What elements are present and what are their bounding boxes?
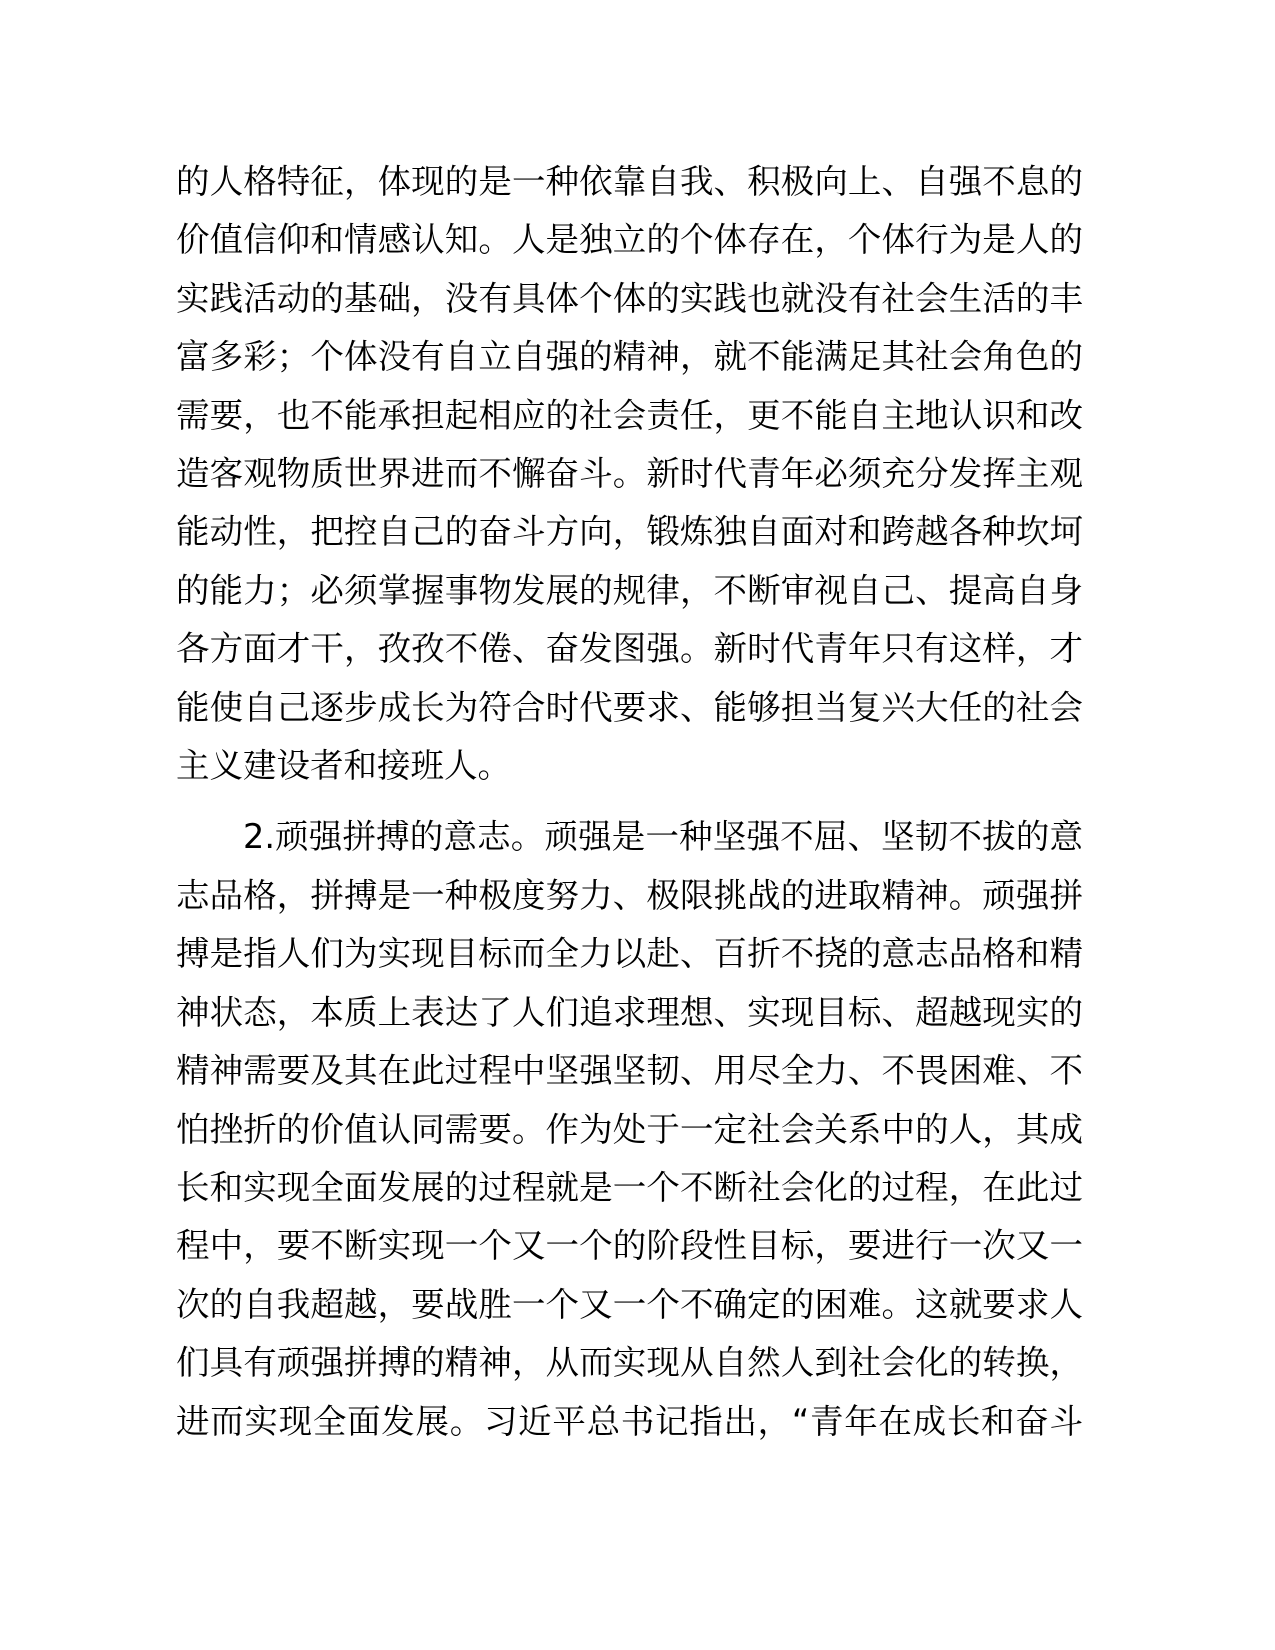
text-line: 能动性，把控自己的奋斗方向，锻炼独自面对和跨越各种坎坷 xyxy=(176,512,1083,552)
text-line: 志品格，拼搏是一种极度努力、极限挑战的进取精神。顽强拼 xyxy=(176,875,1083,915)
text-line: 需要，也不能承担起相应的社会责任，更不能自主地认识和改 xyxy=(176,395,1083,435)
paragraph-2 xyxy=(176,808,1083,1450)
text-line: 们具有顽强拼搏的精神，从而实现从自然人到社会化的转换， xyxy=(176,1343,1083,1383)
text-line: 怕挫折的价值认同需要。作为处于一定社会关系中的人，其成 xyxy=(176,1109,1083,1149)
text-line: 搏是指人们为实现目标而全力以赴、百折不挠的意志品格和精 xyxy=(176,934,1083,974)
text-line: 长和实现全面发展的过程就是一个不断社会化的过程，在此过 xyxy=(176,1167,1083,1207)
text-line: 2.顽强拼搏的意志。顽强是一种坚强不屈、坚韧不拔的意 xyxy=(243,817,1083,857)
text-line: 神状态，本质上表达了人们追求理想、实现目标、超越现实的 xyxy=(176,992,1083,1032)
document-body xyxy=(176,153,1083,1451)
text-line: 的能力；必须掌握事物发展的规律，不断审视自己、提高自身 xyxy=(176,570,1083,610)
text-line: 精神需要及其在此过程中坚强坚韧、用尽全力、不畏困难、不 xyxy=(176,1051,1083,1091)
text-line: 进而实现全面发展。习近平总书记指出，“青年在成长和奋斗 xyxy=(176,1401,1083,1441)
paragraph-1 xyxy=(176,153,1083,795)
text-line: 次的自我超越，要战胜一个又一个不确定的困难。这就要求人 xyxy=(176,1284,1083,1324)
text-line: 的人格特征，体现的是一种依靠自我、积极向上、自强不息的 xyxy=(176,162,1083,201)
text-line: 实践活动的基础，没有具体个体的实践也就没有社会生活的丰 xyxy=(176,278,1083,318)
text-line: 价值信仰和情感认知。人是独立的个体存在，个体行为是人的 xyxy=(176,220,1083,260)
text-line: 各方面才干，孜孜不倦、奋发图强。新时代青年只有这样，才 xyxy=(176,629,1083,669)
text-line: 能使自己逐步成长为符合时代要求、能够担当复兴大任的社会 xyxy=(176,687,1083,727)
text-line: 富多彩；个体没有自立自强的精神，就不能满足其社会角色的 xyxy=(176,337,1083,377)
text-line: 主义建设者和接班人。 xyxy=(176,746,511,786)
text-line: 程中，要不断实现一个又一个的阶段性目标，要进行一次又一 xyxy=(176,1226,1083,1266)
text-line: 造客观物质世界进而不懈奋斗。新时代青年必须充分发挥主观 xyxy=(176,454,1083,494)
